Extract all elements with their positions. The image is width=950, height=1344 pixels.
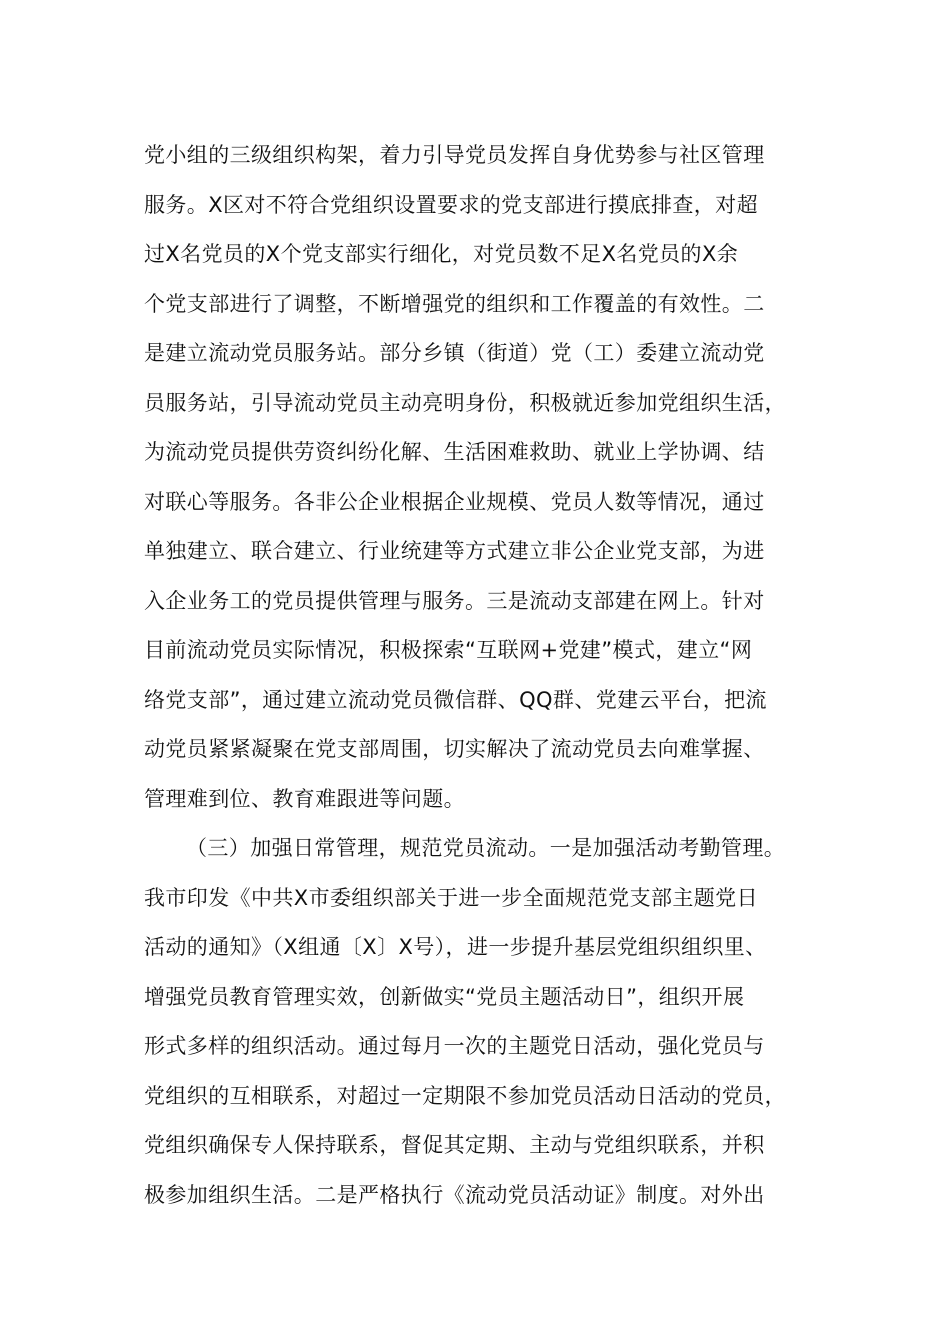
text-line: 极参加组织生活。二是严格执行《流动党员活动证》制度。对外出 [144, 1182, 765, 1207]
text-line: 入企业务工的党员提供管理与服务。三是流动支部建在网上。针对 [144, 588, 765, 613]
text-line: 活动的通知》（X组通〔X〕X号），进一步提升基层党组织组织里、 [144, 935, 767, 959]
text-line: 个党支部进行了调整，不断增强党的组织和工作覆盖的有效性。二 [144, 291, 765, 316]
text-line: 为流动党员提供劳资纠纷化解、生活困难救助、就业上学协调、结 [144, 440, 765, 464]
text-line: 党组织的互相联系，对超过一定期限不参加党员活动日活动的党员， [144, 1083, 786, 1108]
document-body [144, 131, 824, 1220]
section-heading-line: （三）加强日常管理，规范党员流动。一是加强活动考勤管理。 [186, 836, 786, 860]
text-line: 党组织确保专人保持联系，督促其定期、主动与党组织联系，并积 [144, 1133, 765, 1157]
text-line: 员服务站，引导流动党员主动亮明身份，积极就近参加党组织生活， [144, 390, 786, 415]
text-line: 是建立流动党员服务站。部分乡镇（街道）党（工）委建立流动党 [144, 341, 765, 365]
text-line: 形式多样的组织活动。通过每月一次的主题党日活动，强化党员与 [144, 1034, 765, 1058]
text-line: 目前流动党员实际情况，积极探索“互联网+党建”模式，建立“网 [144, 638, 753, 662]
text-line: 管理难到位、教育难跟进等问题。 [144, 786, 465, 811]
text-line: 增强党员教育管理实效，创新做实“党员主题活动日”，组织开展 [144, 984, 745, 1009]
text-line: 过X名党员的X个党支部实行细化，对党员数不足X名党员的X余 [144, 242, 739, 266]
text-line: 我市印发《中共X市委组织部关于进一步全面规范党支部主题党日 [144, 885, 758, 910]
text-line: 单独建立、联合建立、行业统建等方式建立非公企业党支部，为进 [144, 539, 765, 563]
text-line: 服务。X区对不符合党组织设置要求的党支部进行摸底排查，对超 [144, 192, 758, 217]
text-line: 对联心等服务。各非公企业根据企业规模、党员人数等情况，通过 [144, 489, 765, 514]
text-line: 党小组的三级组织构架，着力引导党员发挥自身优势参与社区管理 [144, 143, 765, 167]
text-line: 动党员紧紧凝聚在党支部周围，切实解决了流动党员去向难掌握、 [144, 737, 765, 761]
text-line: 络党支部”，通过建立流动党员微信群、QQ群、党建云平台，把流 [144, 687, 767, 712]
